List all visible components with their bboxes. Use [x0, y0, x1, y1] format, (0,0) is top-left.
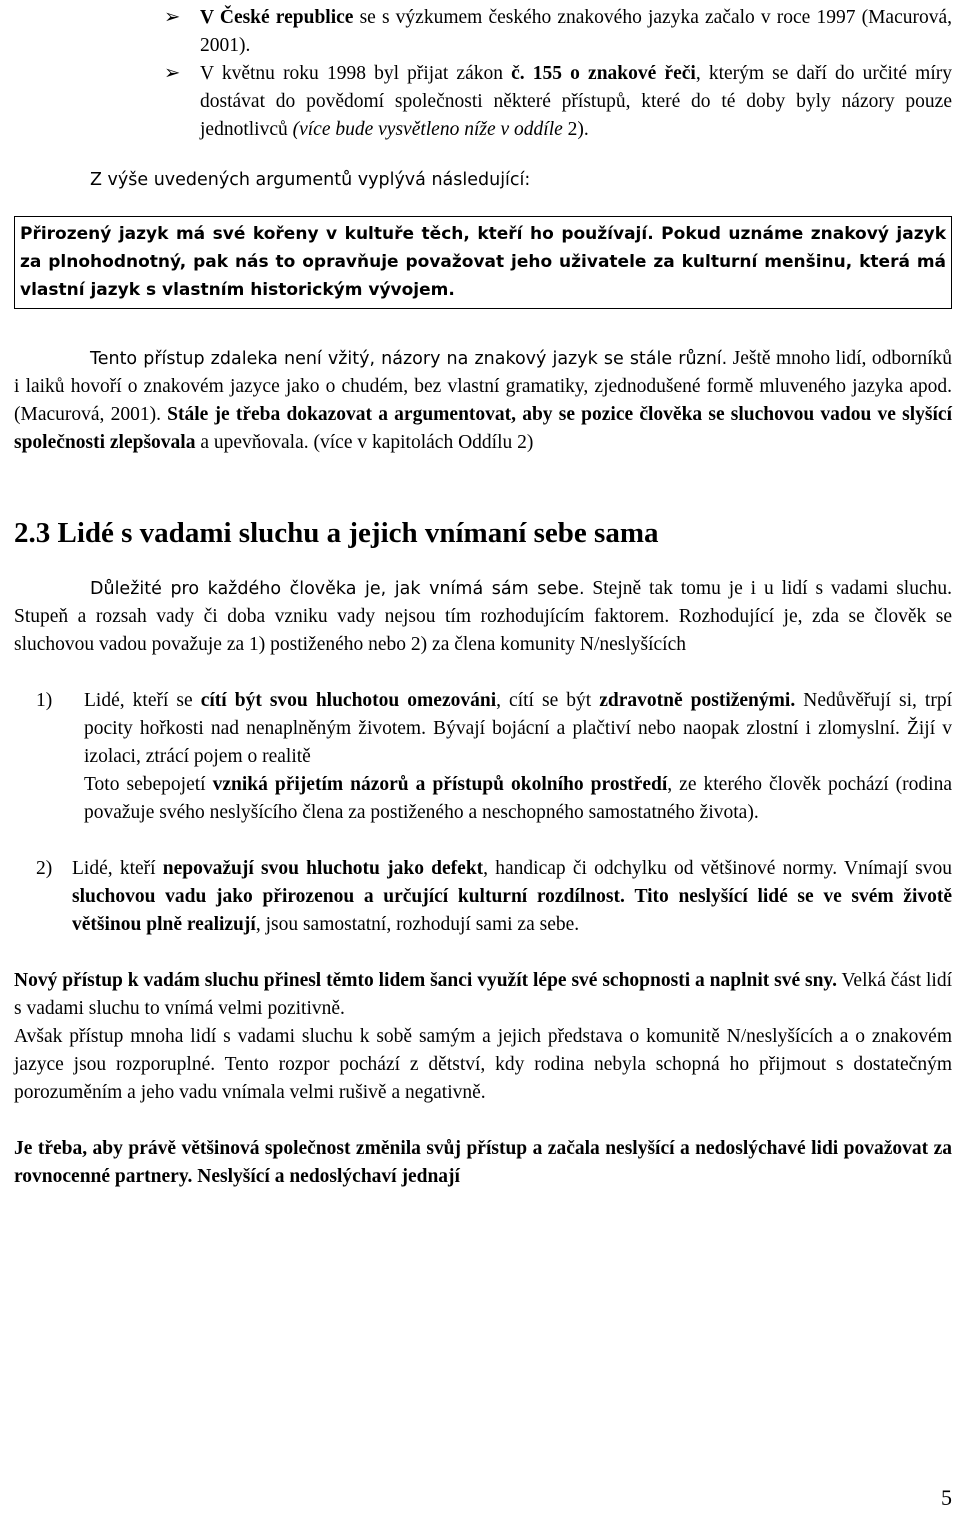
text-run: Lidé, kteří — [72, 858, 163, 879]
bold-run: sluchovou vadu jako přirozenou a určující kulturní rozdílnost. — [72, 886, 625, 907]
bold-run: cítí být svou hluchotou omezováni — [200, 690, 497, 711]
text-run: Nedůvěřují si, trpí pocity hořkosti nad nenaplněným životem. Bývají bojácní a plačtiví nebo naopak zlostní i zlomyslní. Žijí v izolaci, ztrácí pojem o realitě — [84, 690, 952, 767]
text-run: Lidé, kteří se — [84, 690, 201, 711]
text-run: Stejně tak tomu je i u lidí s vadami sluchu. Stupeň a rozsah vady či doba vzniku vady nejsou tím rozhodujícím faktorem. Rozhodující je, zda se člověk se sluchovou vadou považuje za 1) postiženého nebo 2) za člena komunity N/neslyšících — [14, 578, 952, 655]
text-run: , jsou samostatní, rozhodují sami za sebe. — [255, 914, 580, 935]
item-number: 1) — [36, 690, 53, 711]
item-text — [84, 771, 952, 827]
highlight-box: Přirozený jazyk má své kořeny v kultuře těch, kteří ho používají. Pokud uznáme znakový jazyk za plnohodnotný, pak nás to opravňuje považovat jeho uživatele za kulturní menšinu, která má vlastní jazyk s vlastním historickým vývojem. — [14, 216, 952, 309]
bullet-text — [200, 4, 952, 60]
italic-run: (více bude vysvětleno níže v oddíle — [292, 119, 563, 140]
document-page — [14, 4, 952, 1191]
item-body — [84, 687, 952, 827]
text-run: se s výzkumem českého znakového jazyka začalo v roce 1997 (Macurová, 2001). — [200, 7, 952, 56]
paragraph — [14, 575, 952, 659]
bold-run: nepovažují svou hluchotu jako defekt — [162, 858, 484, 879]
bold-run: Tito neslyšící lidé se ve svém životě většinou plně realizují — [72, 886, 953, 935]
bold-run: V České republice — [200, 7, 354, 28]
text-run: a upevňovala. (více v kapitolách Oddílu 2) — [195, 432, 534, 453]
bold-run: vzniká přijetím názorů a přístupů okolního prostředí — [212, 774, 668, 795]
text-run: V květnu roku 1998 byl přijat zákon — [200, 63, 512, 84]
arrow-bullet-icon: ➢ — [164, 7, 181, 28]
bullet-text — [200, 60, 952, 144]
text-run: Toto sebepojetí — [84, 774, 213, 795]
text-run: , cítí se být — [496, 690, 600, 711]
text-run: Ještě mnoho lidí, odborníků i laiků hovoří o znakovém jazyce jako o chudém, bez vlastní gramatiky, zjednodušené formě mluveného jazyka apod. (Macurová, 2001). — [14, 348, 952, 425]
paragraph: Je třeba, aby právě většinová společnost změnila svůj přístup a začala neslyšící a nedoslýchavé lidi považovat za rovnocenné partnery. Neslyšící a nedoslýchaví jednají — [14, 1138, 952, 1187]
item-text — [84, 687, 952, 771]
text-run: Důležité pro každého člověka je, jak vnímá sám sebe. — [90, 579, 585, 599]
paragraph — [14, 967, 952, 1023]
heading-text: 2.3 Lidé s vadami sluchu a jejich vnímaní sebe sama — [14, 517, 659, 549]
bold-run: zdravotně postiženými. — [599, 690, 796, 711]
text-run: , handicap či odchylku od většinové normy. Vnímají svou — [483, 858, 952, 879]
paragraph — [14, 345, 952, 457]
numbered-item — [36, 855, 952, 939]
bold-run: Nový přístup k vadám sluchu přinesl těmto lidem šanci využít lépe své schopnosti a naplnit své sny. — [14, 970, 837, 991]
bold-run: Stále je třeba dokazovat a argumentovat, aby se pozice člověka se sluchovou vadou ve slyšící společnosti zlepšovala — [14, 404, 952, 453]
bullet-item — [164, 4, 952, 60]
text-run: Velká část lidí s vadami sluchu to vnímá velmi pozitivně. — [14, 970, 952, 1019]
item-text — [72, 855, 952, 939]
arrow-bullet-icon: ➢ — [164, 63, 181, 84]
text-run: , kterým se daří do určité míry dostávat do povědomí společnosti některé přístupů, které do té doby byly názory pouze jednotlivců — [200, 63, 952, 140]
intro-line: Z výše uvedených argumentů vyplývá následující: — [90, 170, 531, 190]
paragraph: Avšak přístup mnoha lidí s vadami sluchu k sobě samým a jejich představa o komunitě N/neslyšících a o znakovém jazyce jsou rozporuplné. Tento rozpor pochází z dětství, kdy rodina nebyla schopná ho přijmout s dostatečným porozuměním a jeho vadu vnímala velmi rušivě a negativně. — [14, 1026, 952, 1103]
text-run: Tento přístup zdaleka není vžitý, názory na znakový jazyk se stále různí. — [90, 349, 728, 369]
section-heading — [14, 515, 952, 551]
text-run: , ze kterého člověk pochází (rodina považuje svého neslyšícího člena za postiženého a neschopného samostatného života). — [84, 774, 952, 823]
bold-run: č. 155 o znakové řeči — [511, 63, 696, 84]
bullet-item — [164, 60, 952, 144]
text-run: 2). — [562, 119, 589, 140]
item-number: 2) — [36, 858, 53, 879]
page-number: 5 — [941, 1485, 952, 1510]
numbered-item — [36, 687, 952, 827]
